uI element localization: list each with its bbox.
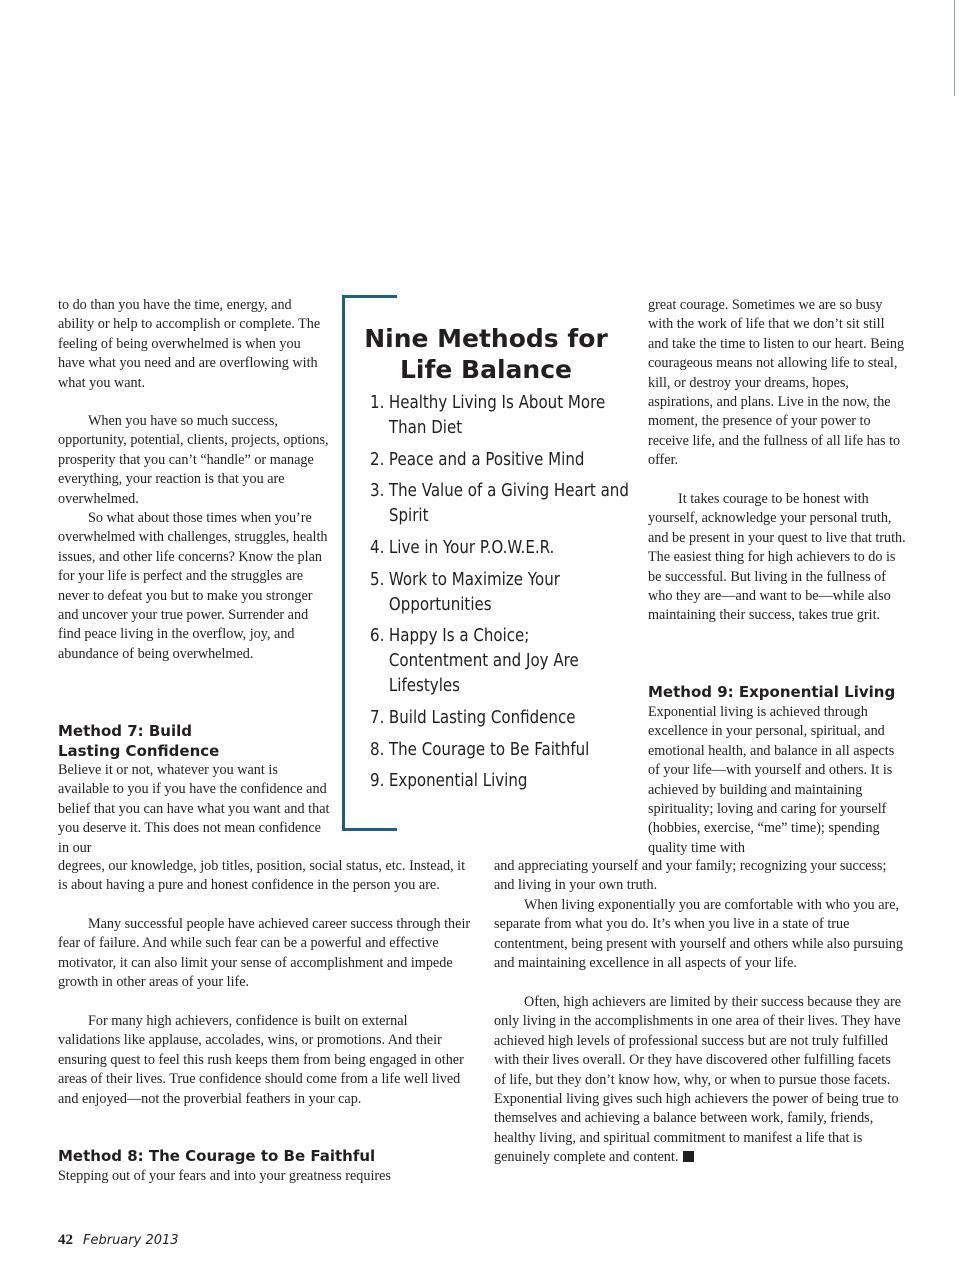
left-paragraph-4b: degrees, our knowledge, job titles, position, social status, etc. Instead, it is about having a pure and honest confidence in the person you are. bbox=[58, 858, 466, 894]
right-paragraph-1: great courage. Sometimes we are so busy with the work of life that we don’t sit still and take the time to listen to our heart. Being courageous means not allowing life to steal, kill, or destroy your dreams, hopes, aspirations, and plans. Live in the now, the moment, the presence of your power to receive life, and the fullness of all life has to offer. bbox=[648, 297, 905, 469]
left-paragraph-6: For many high achievers, confidence is built on external validations like applause, accolades, wins, or promotions. And their ensuring quest to feel this rush keeps them from being engaged in other areas of their lives. True confidence should come from a life well lived and enjoyed—not the proverbial feathers in your cap. bbox=[58, 1013, 464, 1107]
methods-list-item bbox=[370, 738, 630, 763]
right-paragraph-5-text: Often, high achievers are limited by their success because they are only living in the accomplishments in one area of their lives. They have achieved high levels of professional success but are not truly fulfilled with their lives overall. Or they have discovered other fulfilling facets of life, but they don’t know how, why, or when to pursue those facets. Exponential living gives such high achievers the power of being true to themselves and achieving a balance between work, family, friends, healthy living, and spiritual commitment to manifest a life that is genuinely complete and content. bbox=[494, 994, 901, 1166]
methods-list-text: Exponential Living bbox=[388, 771, 528, 792]
method-9-heading: Method 9: Exponential Living bbox=[648, 683, 896, 701]
methods-list-number: 2. bbox=[370, 449, 385, 470]
sidebar-title-line2: Life Balance bbox=[400, 355, 572, 384]
methods-list-text: Live in Your P.O.W.E.R. bbox=[388, 537, 555, 558]
page-number: 42 bbox=[58, 1232, 73, 1248]
left-paragraph-4a: Believe it or not, whatever you want is available to you if you have the confidence and belief that you can have what you want and that you deserve it. This does not mean confidence in our bbox=[58, 762, 330, 856]
methods-list-item bbox=[370, 769, 630, 794]
methods-list-item bbox=[370, 624, 630, 698]
methods-list-item bbox=[370, 479, 630, 529]
left-paragraph-3: So what about those times when you’re overwhelmed with challenges, struggles, health issues, and other life concerns? Know the plan for your life is perfect and the struggles are never to defeat you but to make you stronger and uncover your true power. Surrender and find peace living in the overflow, joy, and abundance of being overwhelmed. bbox=[58, 510, 328, 662]
left-paragraph-7: Stepping out of your fears and into your greatness requires bbox=[58, 1168, 391, 1184]
methods-list-number: 8. bbox=[370, 739, 385, 760]
sidebar-title-line1: Nine Methods for bbox=[364, 324, 608, 353]
methods-list-text: Peace and a Positive Mind bbox=[388, 449, 585, 470]
methods-list-item bbox=[370, 391, 630, 441]
methods-list-text: The Courage to Be Faithful bbox=[388, 739, 590, 760]
right-paragraph-2: It takes courage to be honest with yourself, acknowledge your personal truth, and be present in your quest to live that truth. The easiest thing for high achievers to do is be successful. But living in the fullness of who they are—and want to be—while also maintaining their success, takes true grit. bbox=[648, 491, 906, 624]
sidebar-title bbox=[360, 323, 612, 385]
methods-list-item bbox=[370, 536, 630, 561]
methods-list-number: 6. bbox=[370, 626, 385, 647]
left-paragraph-1: to do than you have the time, energy, and ability or help to accomplish or complete. The feeling of being overwhelmed is when you have what you need and are overflowing with what you want. bbox=[58, 297, 321, 391]
method-7-heading-line2: Lasting Confidence bbox=[58, 742, 220, 760]
right-paragraph-3a: Exponential living is achieved through excellence in your personal, spiritual, and emotional health, and balance in all aspects of your life—with yourself and others. It is achieved by building and maintaining spirituality; loving and caring for yourself (hobbies, exercise, “me” time); spending quality time with bbox=[648, 704, 895, 856]
methods-list-number: 7. bbox=[370, 707, 385, 728]
methods-list-number: 5. bbox=[370, 569, 385, 590]
method-7-heading-line1: Method 7: Build bbox=[58, 722, 193, 740]
methods-list-text: Work to Maximize Your Opportunities bbox=[388, 569, 560, 615]
methods-list-text: Healthy Living Is About More Than Diet bbox=[388, 393, 606, 438]
methods-list-number: 4. bbox=[370, 537, 385, 558]
right-paragraph-5 bbox=[494, 993, 906, 1168]
methods-list-text: The Value of a Giving Heart and Spirit bbox=[388, 481, 629, 527]
left-paragraph-2: When you have so much success, opportunity, potential, clients, projects, options, prosperity that you can’t “handle” or manage everything, your reaction is that you are overwhelmed. bbox=[58, 413, 329, 507]
methods-list-number: 3. bbox=[370, 481, 385, 502]
right-paragraph-3b: and appreciating yourself and your family; recognizing your success; and living in your own truth. bbox=[494, 858, 887, 894]
methods-list-number: 9. bbox=[370, 771, 385, 792]
method-8-heading: Method 8: The Courage to Be Faithful bbox=[58, 1147, 376, 1165]
methods-list-number: 1. bbox=[370, 393, 385, 413]
methods-list-item bbox=[370, 706, 630, 731]
page-edge-line bbox=[954, 0, 955, 96]
methods-list-text: Build Lasting Confidence bbox=[388, 707, 576, 728]
methods-list bbox=[370, 391, 629, 794]
right-paragraph-4: When living exponentially you are comfortable with who you are, separate from what you do. It’s when you live in a state of true contentment, being present with yourself and others while also pursuing and maintaining excellence in all aspects of your life. bbox=[494, 897, 903, 972]
page-footer bbox=[58, 1231, 179, 1249]
life-balance-sidebar bbox=[342, 295, 629, 827]
end-mark-icon bbox=[683, 1151, 694, 1162]
methods-list-item bbox=[370, 568, 630, 618]
method-7-heading bbox=[58, 721, 330, 761]
issue-date: February 2013 bbox=[83, 1233, 179, 1248]
methods-list-text: Happy Is a Choice; Contentment and Joy Are Lifestyles bbox=[388, 626, 579, 696]
left-paragraph-5: Many successful people have achieved career success through their fear of failure. And while such fear can be a powerful and effective motivator, it can also limit your sense of accomplishment and impede growth in other areas of your life. bbox=[58, 916, 471, 991]
methods-list-item bbox=[370, 448, 630, 473]
